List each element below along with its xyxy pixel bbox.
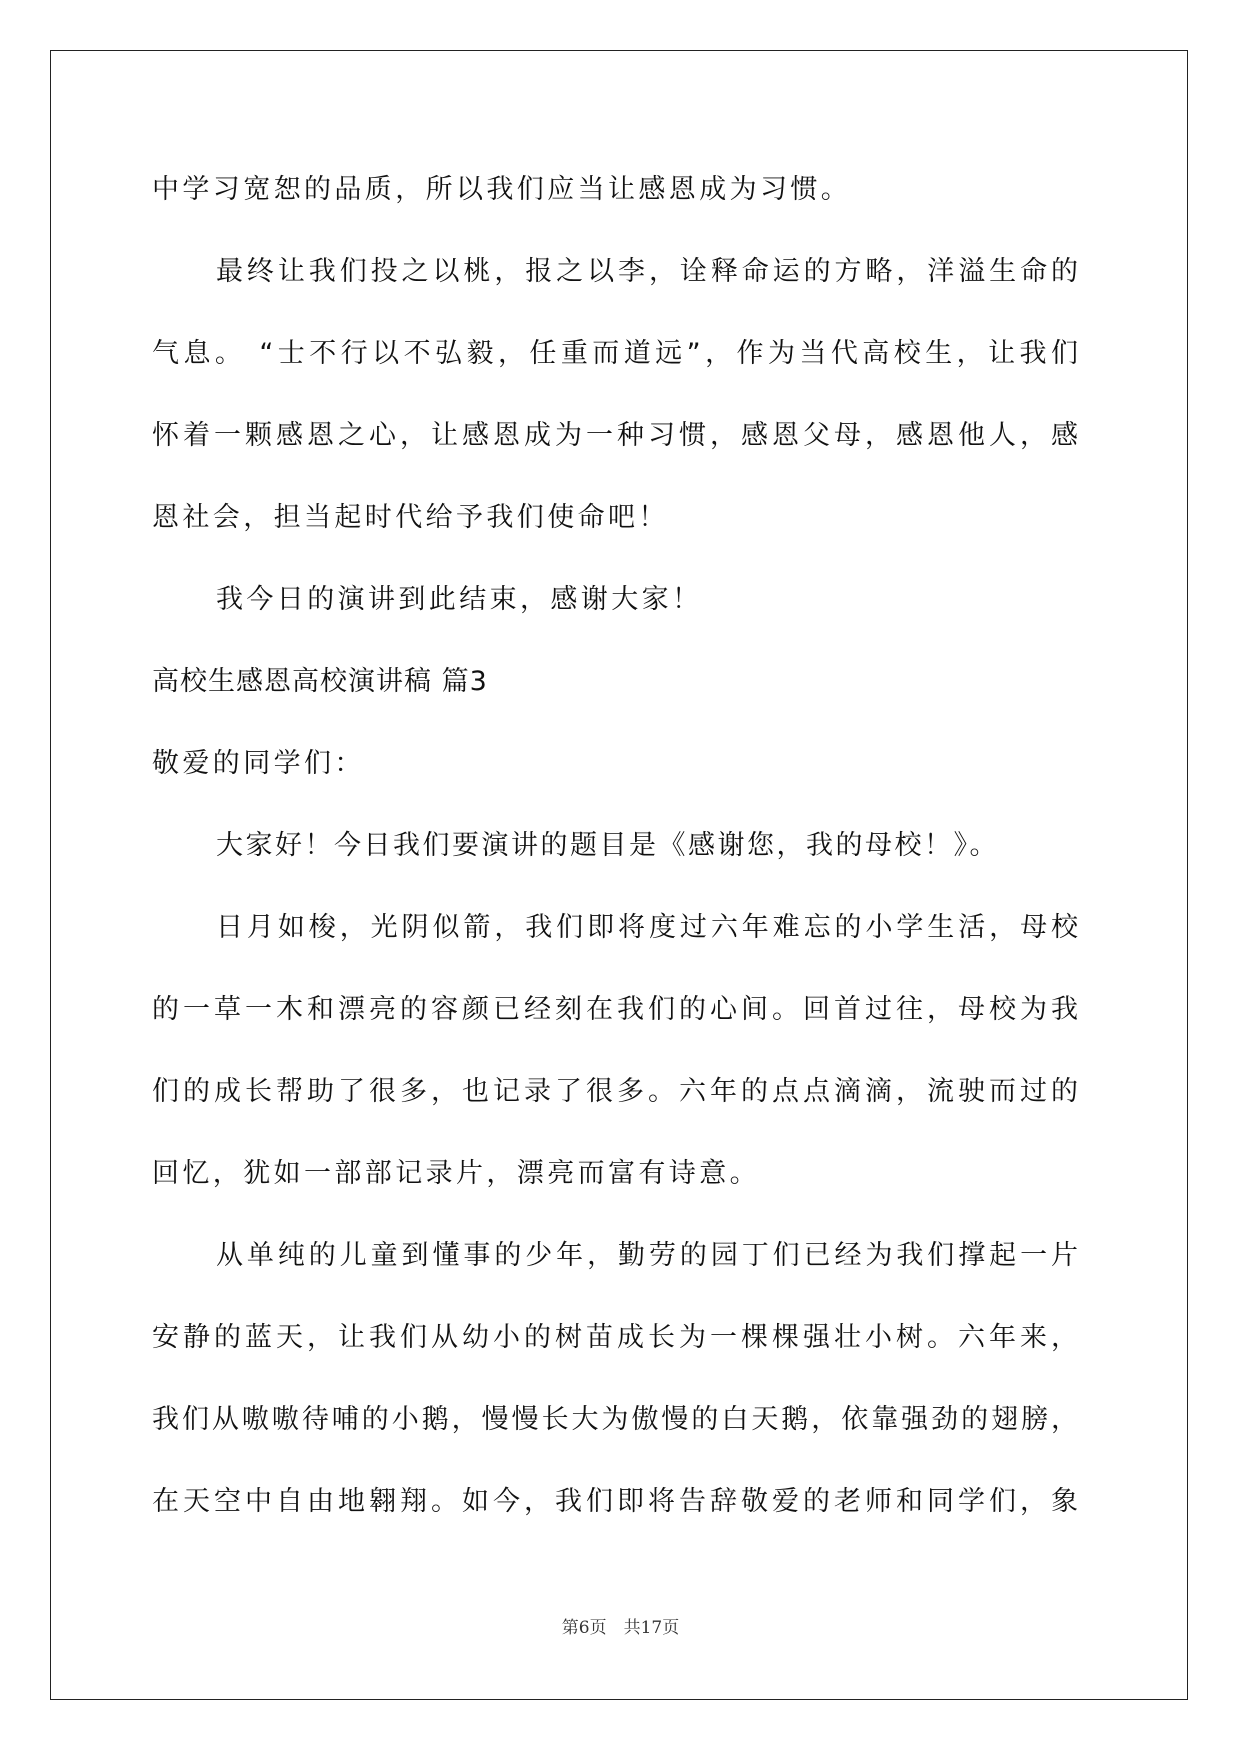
text-line: 气息。 “士不行以不弘毅，任重而道远”，作为当代高校生，让我们: [152, 338, 1078, 369]
text-line: 恩社会，担当起时代给予我们使命吧！: [152, 502, 669, 533]
section-heading: 高校生感恩高校演讲稿 篇3: [152, 666, 488, 697]
text-line: 大家好！今日我们要演讲的题目是《感谢您，我的母校！》。: [216, 830, 999, 861]
text-line: 日月如梭，光阴似箭，我们即将度过六年难忘的小学生活，母校: [216, 912, 1078, 943]
salutation: 敬爱的同学们：: [152, 748, 365, 779]
page-number-footer: 第6页 共17页: [561, 1618, 680, 1638]
text-line: 我们从嗷嗷待哺的小鹅，慢慢长大为傲慢的白天鹅，依靠强劲的翅膀，: [152, 1404, 1078, 1435]
text-line: 中学习宽恕的品质，所以我们应当让感恩成为习惯。: [152, 174, 852, 205]
text-line: 最终让我们投之以桃，报之以李，诠释命运的方略，洋溢生命的: [216, 256, 1078, 287]
text-line: 回忆，犹如一部部记录片，漂亮而富有诗意。: [152, 1158, 760, 1189]
text-line: 安静的蓝天，让我们从幼小的树苗成长为一棵棵强壮小树。六年来，: [152, 1322, 1078, 1353]
text-line: 怀着一颗感恩之心，让感恩成为一种习惯，感恩父母，感恩他人，感: [152, 420, 1078, 451]
text-line: 的一草一木和漂亮的容颜已经刻在我们的心间。回首过往，母校为我: [152, 994, 1078, 1025]
text-line: 在天空中自由地翱翔。如今，我们即将告辞敬爱的老师和同学们，象: [152, 1486, 1078, 1517]
page-border: [50, 50, 1188, 1700]
text-line: 从单纯的儿童到懂事的少年，勤劳的园丁们已经为我们撑起一片: [216, 1240, 1078, 1271]
text-line: 们的成长帮助了很多，也记录了很多。六年的点点滴滴，流驶而过的: [152, 1076, 1078, 1107]
text-line: 我今日的演讲到此结束，感谢大家！: [216, 584, 703, 615]
